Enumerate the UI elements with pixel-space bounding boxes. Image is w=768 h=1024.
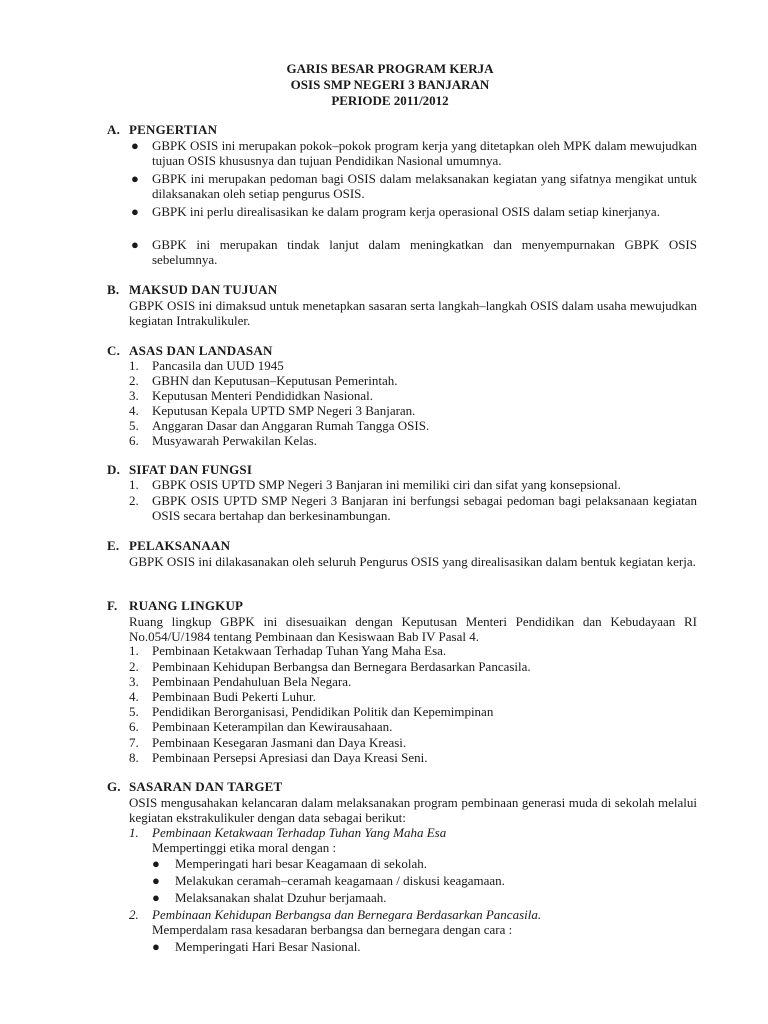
document-title-line1: GARIS BESAR PROGRAM KERJA: [286, 61, 494, 76]
list-item: ● GBPK ini merupakan tindak lanjut dalam meningkatkan dan menyempurnakan GBPK OSIS sebelumnya.: [131, 237, 697, 268]
document-title-line3: PERIODE 2011/2012: [331, 93, 449, 108]
list-item: ● GBPK ini merupakan pedoman bagi OSIS dalam melaksanakan kegiatan yang sifatnya mengikat untuk dilaksanakan oleh setiap pengurus OSIS.: [131, 171, 697, 202]
subsection-intro: Memperdalam rasa kesadaran berbangsa dan bernegara dengan cara :: [152, 922, 513, 937]
section-d-heading: [107, 462, 252, 477]
bullet-icon: ●: [131, 204, 139, 219]
section-title: RUANG LINGKUP: [129, 598, 244, 613]
section-f-heading: [107, 598, 243, 613]
bullet-icon: ●: [152, 856, 160, 871]
list-item: 3. Pembinaan Pendahuluan Bela Negara.: [129, 674, 352, 689]
section-letter: C.: [107, 343, 121, 358]
section-letter: D.: [107, 462, 121, 477]
section-e-paragraph: GBPK OSIS ini dilakasanakan oleh seluruh Pengurus OSIS yang direalisasikan dalam bentuk kegiatan kerja.: [129, 554, 696, 569]
section-title: PENGERTIAN: [129, 122, 218, 137]
section-b-paragraph: GBPK OSIS ini dimaksud untuk menetapkan sasaran serta langkah–langkah OSIS dalam usaha mewujudkan kegiatan Intrakulikuler.: [129, 298, 697, 329]
bullet-icon: ●: [152, 873, 160, 888]
list-item: ● Melakukan ceramah–ceramah keagamaan / diskusi keagamaan.: [152, 873, 505, 888]
list-item: ● Memperingati Hari Besar Nasional.: [152, 939, 361, 954]
list-item: 5. Anggaran Dasar dan Anggaran Rumah Tangga OSIS.: [129, 418, 430, 433]
list-item: 4. Pembinaan Budi Pekerti Luhur.: [129, 689, 316, 704]
list-item: 2. GBPK OSIS UPTD SMP Negeri 3 Banjaran ini berfungsi sebagai pedoman bagi pelaksanaan kegiatan OSIS secara bertahap dan berkesinambungan.: [129, 493, 697, 524]
list-item: 3. Keputusan Menteri Pendididkan Nasional.: [129, 388, 373, 403]
list-item: ● Memperingati hari besar Keagamaan di sekolah.: [152, 856, 427, 871]
section-letter: F.: [107, 598, 118, 613]
subsection-title: 1. Pembinaan Ketakwaan Terhadap Tuhan Yang Maha Esa: [129, 825, 447, 840]
section-title: SIFAT DAN FUNGSI: [129, 462, 253, 477]
bullet-icon: ●: [131, 138, 139, 153]
bullet-icon: ●: [131, 237, 139, 252]
bullet-icon: ●: [152, 939, 160, 954]
list-item: 2. Pembinaan Kehidupan Berbangsa dan Bernegara Berdasarkan Pancasila.: [129, 659, 531, 674]
list-item: 7. Pembinaan Kesegaran Jasmani dan Daya Kreasi.: [129, 735, 407, 750]
document-title-line2: OSIS SMP NEGERI 3 BANJARAN: [290, 77, 490, 92]
list-item: 5. Pendidikan Berorganisasi, Pendidikan Politik dan Kepemimpinan: [129, 704, 494, 719]
list-item: ● GBPK ini perlu direalisasikan ke dalam program kerja operasional OSIS dalam setiap kinerjanya.: [131, 204, 660, 219]
list-item: 4. Keputusan Kepala UPTD SMP Negeri 3 Banjaran.: [129, 403, 416, 418]
section-c-heading: [107, 343, 273, 358]
section-g-heading: [107, 779, 282, 794]
section-title: SASARAN DAN TARGET: [129, 779, 283, 794]
list-item: 6. Musyawarah Perwakilan Kelas.: [129, 433, 317, 448]
bullet-icon: ●: [131, 171, 139, 186]
bullet-icon: ●: [152, 890, 160, 905]
list-item: 1. Pembinaan Ketakwaan Terhadap Tuhan Yang Maha Esa.: [129, 643, 447, 658]
section-letter: B.: [107, 282, 120, 297]
subsection-intro: Mempertinggi etika moral dengan :: [152, 840, 337, 855]
section-f-paragraph: Ruang lingkup GBPK ini disesuaikan dengan Keputusan Menteri Pendidikan dan Kebudayaan RI No.054/U/1984 tentang Pembinaan dan Kesiswaan Bab IV Pasal 4.: [129, 614, 697, 645]
section-letter: A.: [107, 122, 121, 137]
list-item: ● GBPK OSIS ini merupakan pokok–pokok program kerja yang ditetapkan oleh MPK dalam mewujudkan tujuan OSIS khususnya dan tujuan Pendidikan Nasional umumnya.: [131, 138, 697, 169]
list-item: 8. Pembinaan Persepsi Apresiasi dan Daya Kreasi Seni.: [129, 750, 428, 765]
section-title: MAKSUD DAN TUJUAN: [129, 282, 278, 297]
list-item: 1. Pancasila dan UUD 1945: [129, 358, 284, 373]
section-letter: G.: [107, 779, 121, 794]
section-title: PELAKSANAAN: [129, 538, 231, 553]
list-item: 1. GBPK OSIS UPTD SMP Negeri 3 Banjaran ini memiliki ciri dan sifat yang konsepsional.: [129, 477, 621, 492]
list-item: ● Melaksanakan shalat Dzuhur berjamaah.: [152, 890, 387, 905]
section-letter: E.: [107, 538, 120, 553]
list-item: 2. GBHN dan Keputusan–Keputusan Pemerintah.: [129, 373, 398, 388]
section-title: ASAS DAN LANDASAN: [129, 343, 273, 358]
section-a-heading: [107, 122, 217, 137]
section-g-paragraph: OSIS mengusahakan kelancaran dalam melaksanakan program pembinaan generasi muda di sekolah melalui kegiatan ekstrakulikuler dengan data sebagai berikut:: [129, 795, 697, 826]
section-e-heading: [107, 538, 230, 553]
section-b-heading: [107, 282, 277, 297]
list-item: 6. Pembinaan Keterampilan dan Kewirausahaan.: [129, 719, 393, 734]
subsection-title: 2. Pembinaan Kehidupan Berbangsa dan Bernegara Berdasarkan Pancasila.: [129, 907, 542, 922]
